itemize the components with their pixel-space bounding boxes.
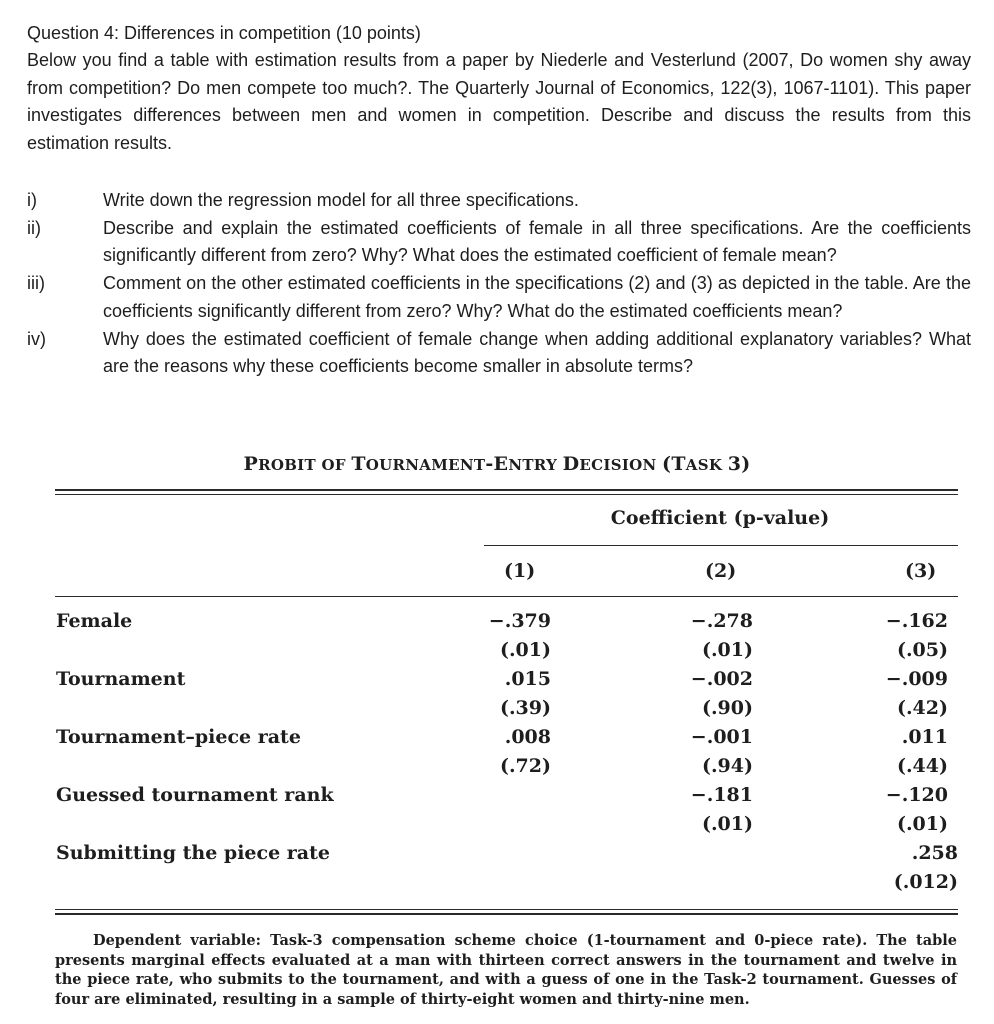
cell-tournament-2-coef: −.002 bbox=[690, 668, 753, 690]
coefficient-header: Coefficient (p-value) bbox=[610, 507, 830, 529]
sub-question-iv bbox=[27, 326, 971, 381]
cell-female-1-p: (.01) bbox=[499, 639, 551, 661]
cell-female-2-coef: −.278 bbox=[690, 610, 753, 632]
cell-tournament-3-coef: −.009 bbox=[885, 668, 948, 690]
sub-question-number: ii) bbox=[27, 217, 41, 238]
sub-question-number: iii) bbox=[27, 273, 45, 294]
row-label-guessed-rank: Guessed tournament rank bbox=[56, 784, 334, 806]
cell-tpr-1-p: (.72) bbox=[499, 755, 551, 777]
sub-question-text: Comment on the other estimated coefficients in the specifications (2) and (3) as depicted in the table. Are the coefficients significantly different from zero? Why? What do the estimated coefficients mean? bbox=[103, 273, 971, 321]
cell-female-3-p: (.05) bbox=[896, 639, 948, 661]
table-top-rule bbox=[55, 489, 958, 491]
sub-question-ii bbox=[27, 215, 971, 270]
cell-tournament-1-coef: .015 bbox=[504, 668, 551, 690]
sub-question-text: Write down the regression model for all three specifications. bbox=[103, 190, 579, 210]
cell-female-1-coef: −.379 bbox=[488, 610, 551, 632]
column-header-2: (2) bbox=[705, 560, 737, 582]
column-header-rule bbox=[55, 596, 958, 597]
cell-tournament-1-p: (.39) bbox=[499, 697, 551, 719]
table-bottom-rule bbox=[55, 909, 958, 910]
table-top-rule-2 bbox=[55, 494, 958, 495]
table-footnote: Dependent variable: Task-3 compensation scheme choice (1-tournament and 0-piece rate). The table presents marginal effects evaluated at a man with thirteen correct answers in the tournament and twelve in the piece rate, who submits to the tournament, and with a guess of one in the Task-2 tournament. Guesses of four are eliminated, resulting in a sample of thirty-eight women and thirty-nine men. bbox=[55, 932, 957, 1008]
cell-tpr-1-coef: .008 bbox=[504, 726, 551, 748]
cell-rank-2-coef: −.181 bbox=[690, 784, 753, 806]
sub-question-number: iv) bbox=[27, 328, 46, 349]
cell-tpr-2-p: (.94) bbox=[701, 755, 753, 777]
column-header-3: (3) bbox=[905, 560, 937, 582]
cell-tpr-3-p: (.44) bbox=[896, 755, 948, 777]
table-title: PROBIT OF TOURNAMENT-ENTRY DECISION (TASK 3) bbox=[243, 453, 751, 475]
sub-question-list bbox=[27, 187, 971, 381]
sub-question-text: Describe and explain the estimated coefficients of female in all three specifications. Are the coefficients significantly different from zero? Why? What does the estimated coefficient of female mean? bbox=[103, 217, 971, 266]
sub-question-number: i) bbox=[27, 190, 37, 210]
sub-question-text: Why does the estimated coefficient of female change when adding additional explanatory variables? What are the reasons why these coefficients become smaller in absolute terms? bbox=[103, 328, 971, 377]
row-label-submitting-piece-rate: Submitting the piece rate bbox=[56, 842, 330, 864]
table-bottom-rule-2 bbox=[55, 913, 958, 915]
row-label-female: Female bbox=[56, 610, 133, 632]
cell-tournament-3-p: (.42) bbox=[896, 697, 948, 719]
cell-rank-2-p: (.01) bbox=[701, 813, 753, 835]
cell-submit-3-p: (.012) bbox=[893, 871, 958, 893]
row-label-tournament-piece-rate: Tournament–piece rate bbox=[56, 726, 301, 748]
cell-tpr-2-coef: −.001 bbox=[690, 726, 753, 748]
column-header-1: (1) bbox=[504, 560, 536, 582]
question-intro: Below you find a table with estimation results from a paper by Niederle and Vesterlund (2007, Do women shy away from competition? Do men compete too much?. The Quarterly Journal of Economics, 122(3), 1067-1101). This paper investigates differences between men and women in competition. Describe and discuss the results from this estimation results. bbox=[27, 50, 971, 154]
question-title: Question 4: Differences in competition (10 points) bbox=[27, 23, 421, 43]
cell-submit-3-coef: .258 bbox=[911, 842, 958, 864]
cell-female-3-coef: −.162 bbox=[885, 610, 948, 632]
cell-tournament-2-p: (.90) bbox=[701, 697, 753, 719]
cell-rank-3-p: (.01) bbox=[896, 813, 948, 835]
cell-tpr-3-coef: .011 bbox=[901, 726, 948, 748]
cell-rank-3-coef: −.120 bbox=[885, 784, 948, 806]
row-label-tournament: Tournament bbox=[56, 668, 186, 690]
sub-question-i bbox=[27, 187, 971, 215]
coef-header-rule bbox=[484, 545, 958, 546]
sub-question-iii bbox=[27, 270, 971, 325]
cell-female-2-p: (.01) bbox=[701, 639, 753, 661]
